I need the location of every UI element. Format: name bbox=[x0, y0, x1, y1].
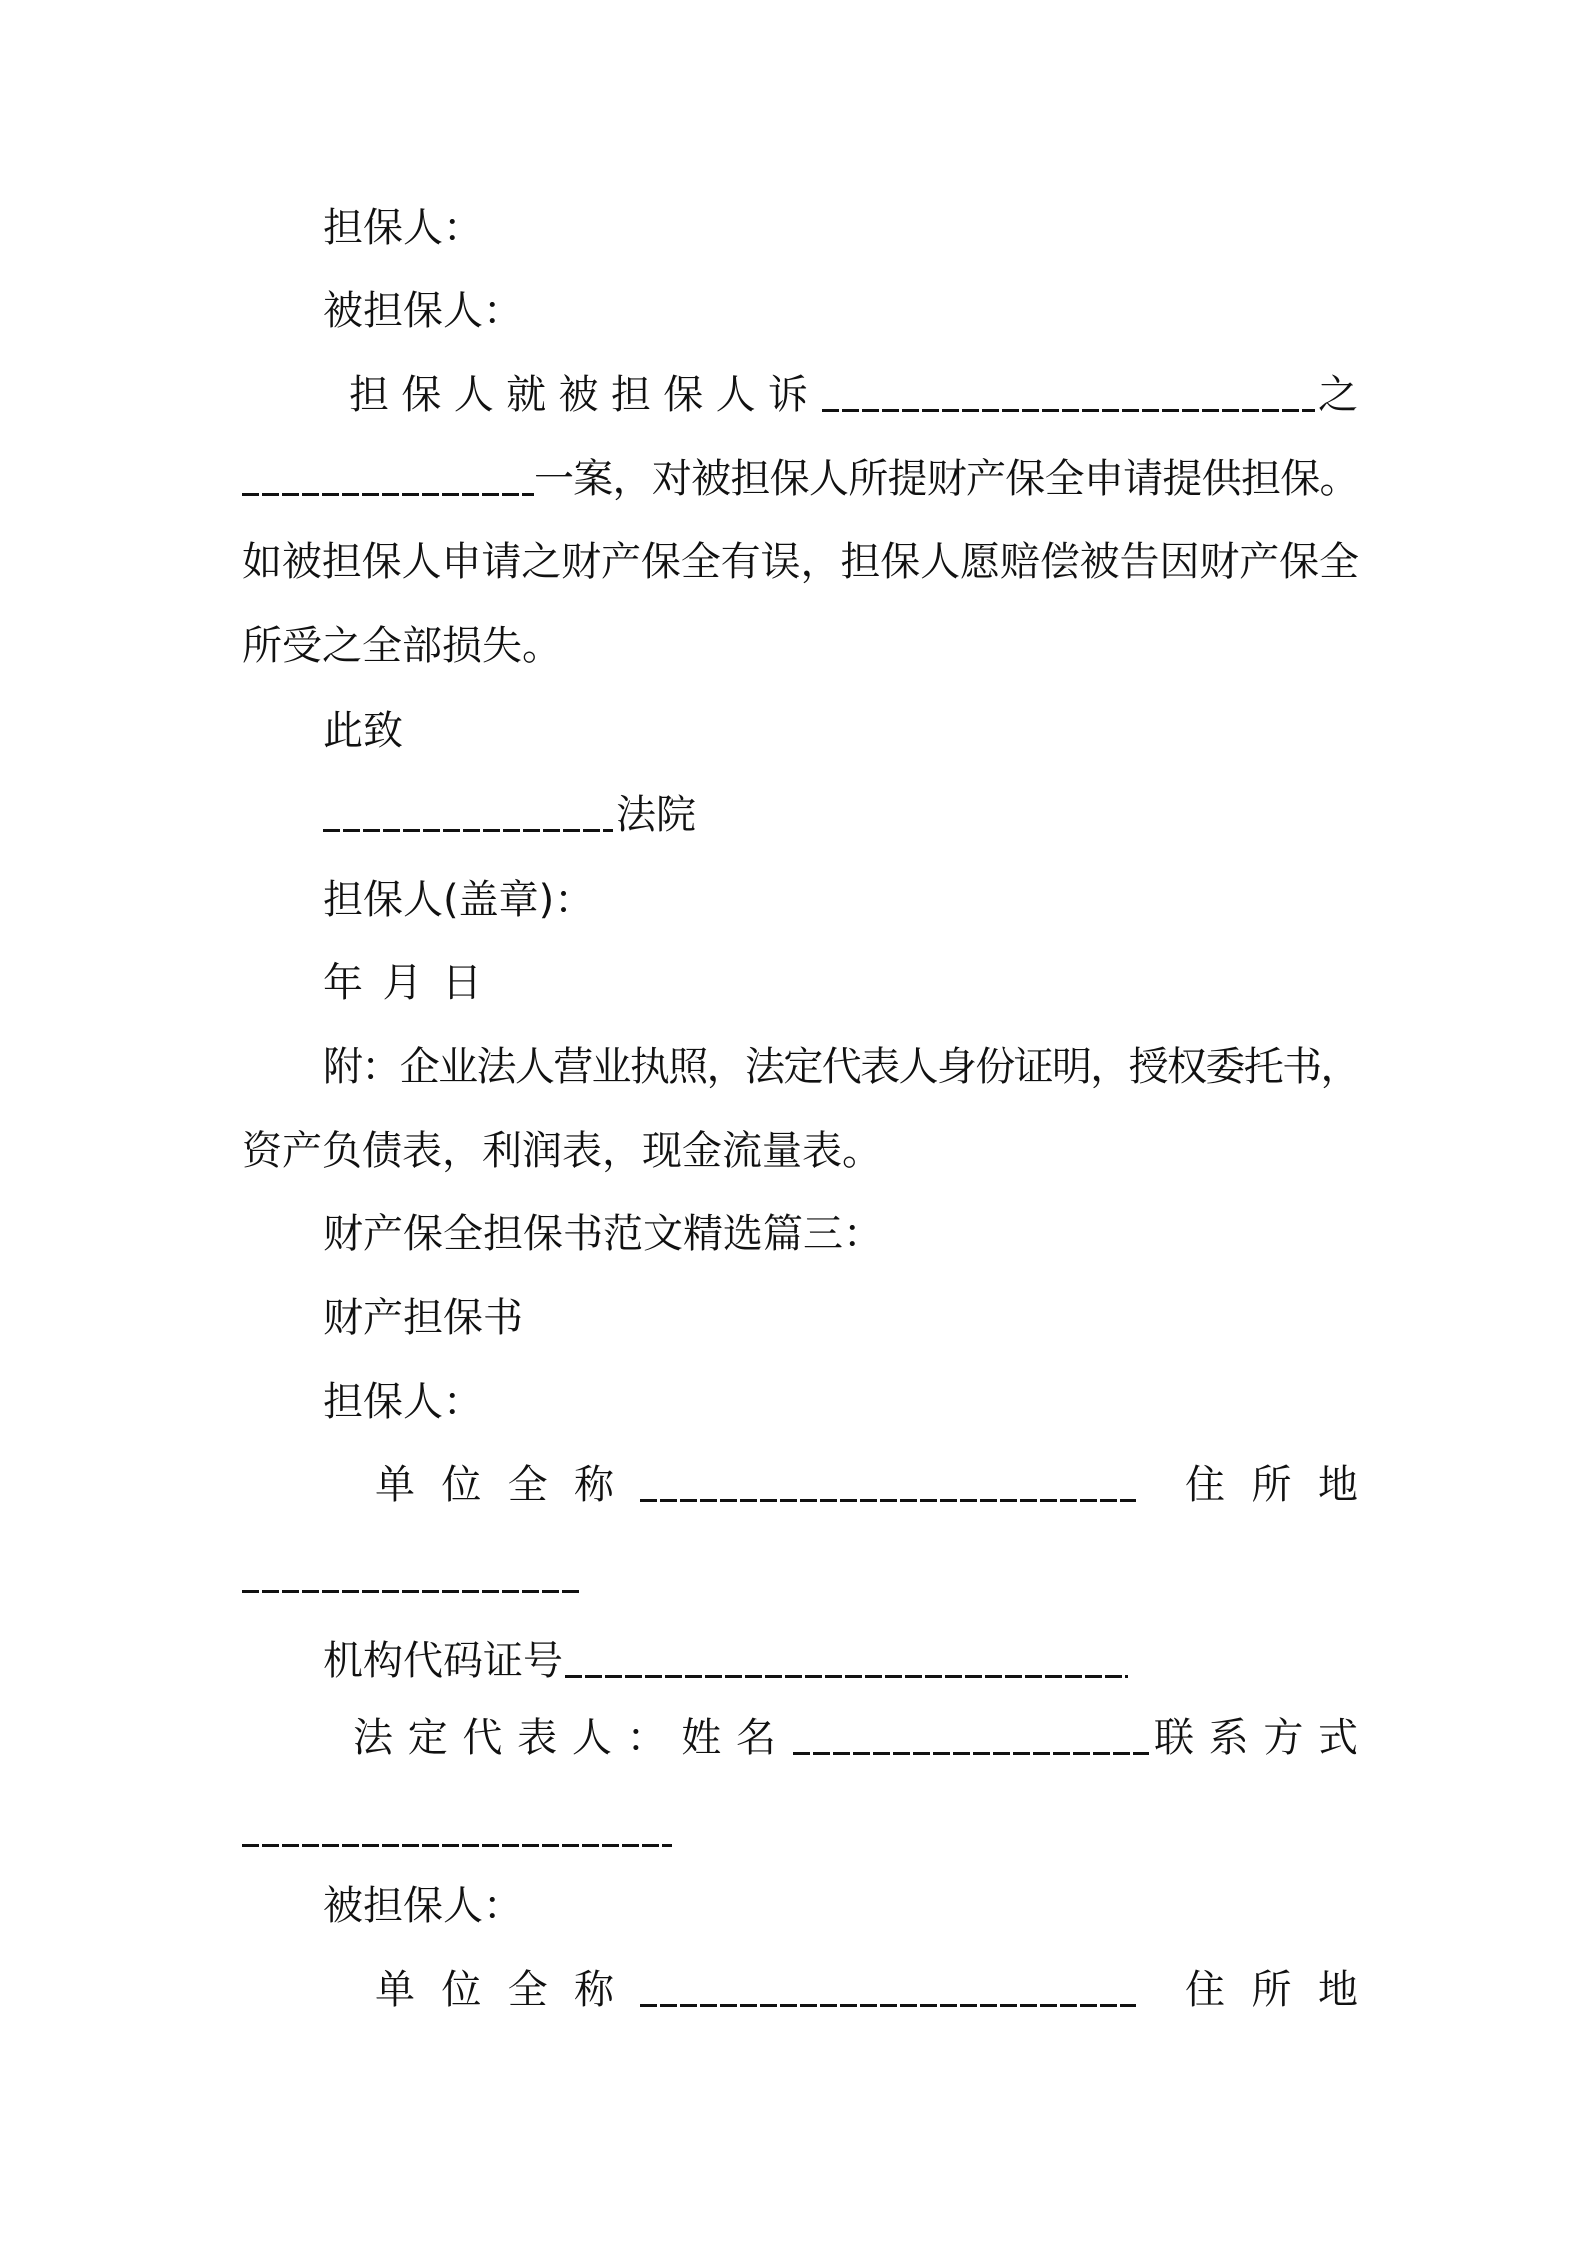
guarantor-label: 担保人： bbox=[323, 205, 483, 251]
document-title: 财产担保书 bbox=[323, 1295, 523, 1341]
legal-rep-name-blank-line bbox=[793, 1752, 1149, 1755]
guarantor-section-label: 担保人： bbox=[323, 1379, 483, 1425]
legal-rep-name-label: 法 定 代 表 人 ： 姓 名 bbox=[353, 1715, 776, 1761]
guaranteed-party-section-label: 被担保人： bbox=[323, 1883, 523, 1929]
case-blank-line bbox=[242, 493, 534, 496]
guaranteed-party-label: 被担保人： bbox=[323, 288, 523, 334]
org-code-label: 机构代码证号 bbox=[323, 1638, 563, 1684]
guarantor-name-blank-line bbox=[640, 1499, 1136, 1502]
guarantor-seal-label: 担保人(盖章)： bbox=[323, 877, 595, 923]
court-suffix: 法院 bbox=[616, 792, 696, 838]
section-heading: 财产保全担保书范文精选篇三： bbox=[323, 1211, 883, 1257]
body-line-3: 如被担保人申请之财产保全有误，担保人愿赔偿被告因财产保全 bbox=[242, 539, 1358, 585]
guarantor-address-blank-line bbox=[242, 1590, 581, 1593]
body-line-4: 所受之全部损失。 bbox=[242, 623, 562, 669]
body-line-1-lead: 担 保 人 就 被 担 保 人 诉 bbox=[349, 372, 807, 418]
attachments-line-2: 资产负债表，利润表，现金流量表。 bbox=[242, 1128, 882, 1174]
contact-label: 联 系 方 式 bbox=[1154, 1715, 1358, 1761]
body-line-1-tail: 之 bbox=[1318, 372, 1358, 418]
guaranteed-party-address-label: 住 所 地 bbox=[1185, 1967, 1358, 2013]
guaranteed-party-name-label: 单 位 全 称 bbox=[375, 1967, 614, 2013]
guarantor-name-label: 单 位 全 称 bbox=[375, 1462, 614, 1508]
contact-blank-line bbox=[242, 1844, 672, 1847]
plaintiff-blank-line bbox=[822, 409, 1315, 412]
court-name-blank-line bbox=[323, 829, 613, 832]
body-line-2: 一案，对被担保人所提财产保全申请提供担保。 bbox=[534, 456, 1358, 502]
guaranteed-party-name-blank-line bbox=[640, 2004, 1136, 2007]
salutation: 此致 bbox=[323, 708, 403, 754]
guarantor-address-label: 住 所 地 bbox=[1185, 1462, 1358, 1508]
attachments-line-1: 附：企业法人营业执照，法定代表人身份证明，授权委托书， bbox=[323, 1044, 1358, 1090]
date-label: 年 月 日 bbox=[323, 960, 482, 1006]
org-code-blank-line bbox=[565, 1675, 1128, 1678]
